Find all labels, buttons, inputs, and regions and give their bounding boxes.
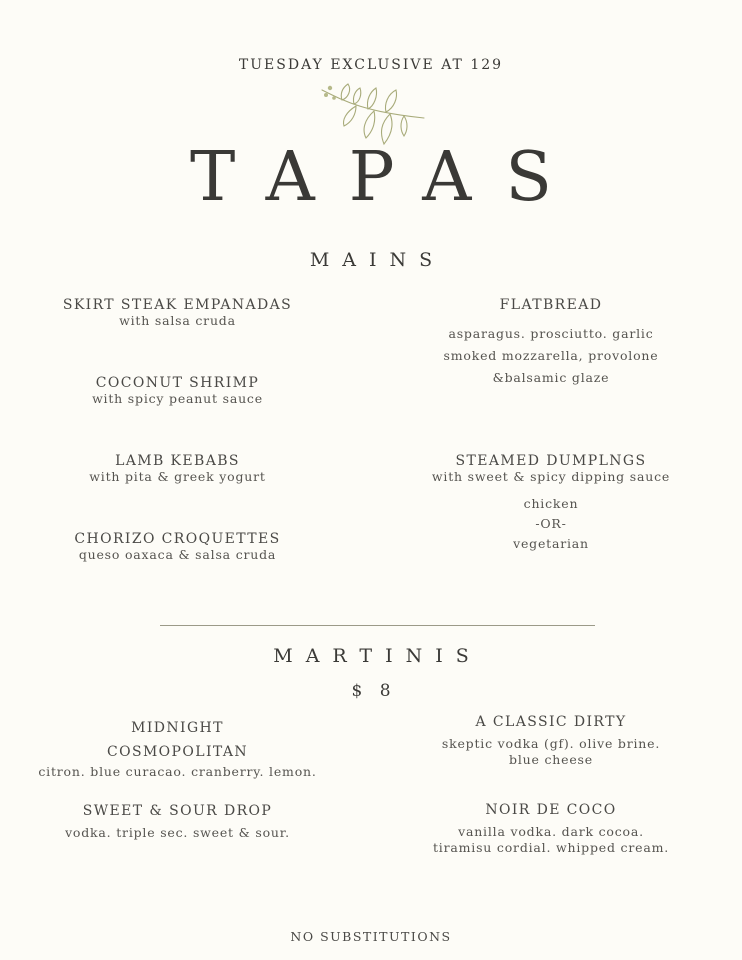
item-desc: with sweet & spicy dipping sauce [431,469,671,484]
item-desc: skeptic vodka (gf). olive brine. [441,736,661,751]
list-item [0,531,355,562]
item-option: chicken [523,496,579,511]
item-desc: blue cheese [509,752,593,767]
item-name: NOIR DE COCO [485,802,617,818]
item-name: CHORIZO CROQUETTES [74,531,281,547]
item-desc: vanilla vodka. dark cocoa. [458,824,644,839]
footer-note: NO SUBSTITUTIONS [290,929,452,944]
list-item [0,297,355,328]
item-name: LAMB KEBABS [115,453,240,469]
item-desc: citron. blue curacao. cranberry. lemon. [38,764,317,779]
item-name: FLATBREAD [499,297,603,313]
header-topline: TUESDAY EXCLUSIVE AT 129 [238,57,504,73]
item-desc: &balsamic glaze [492,370,610,385]
item-name: MIDNIGHT [131,720,224,736]
item-name: A CLASSIC DIRTY [475,714,627,730]
item-name: COCONUT SHRIMP [95,375,260,391]
item-name: COSMOPOLITAN [106,744,249,760]
item-desc: with pita & greek yogurt [89,469,266,484]
item-desc: smoked mozzarella, provolone [443,348,659,363]
list-item [390,297,712,389]
section-divider [160,625,595,626]
item-desc: queso oaxaca & salsa cruda [78,547,277,562]
item-name: SWEET & SOUR DROP [82,803,273,819]
item-desc: asparagus. prosciutto. garlic [448,326,654,341]
item-desc: vodka. triple sec. sweet & sour. [65,825,290,840]
item-desc: with spicy peanut sauce [92,391,263,406]
page-title: TAPAS [190,138,586,217]
item-name: STEAMED DUMPLNGS [455,453,647,469]
item-desc: tiramisu cordial. whipped cream. [432,840,669,855]
list-item [0,803,355,840]
list-item [0,453,355,484]
list-item [390,714,712,768]
mains-heading: MAINS [309,249,446,271]
list-item [390,453,712,554]
list-item [390,802,712,856]
item-name: SKIRT STEAK EMPANADAS [62,297,293,313]
item-option: vegetarian [513,536,589,551]
list-item [0,716,355,779]
item-option: -OR- [535,516,567,531]
item-desc: with salsa cruda [119,313,236,328]
martinis-price: $ 8 [351,681,397,701]
list-item [0,375,355,406]
martinis-heading: MARTINIS [273,645,482,667]
